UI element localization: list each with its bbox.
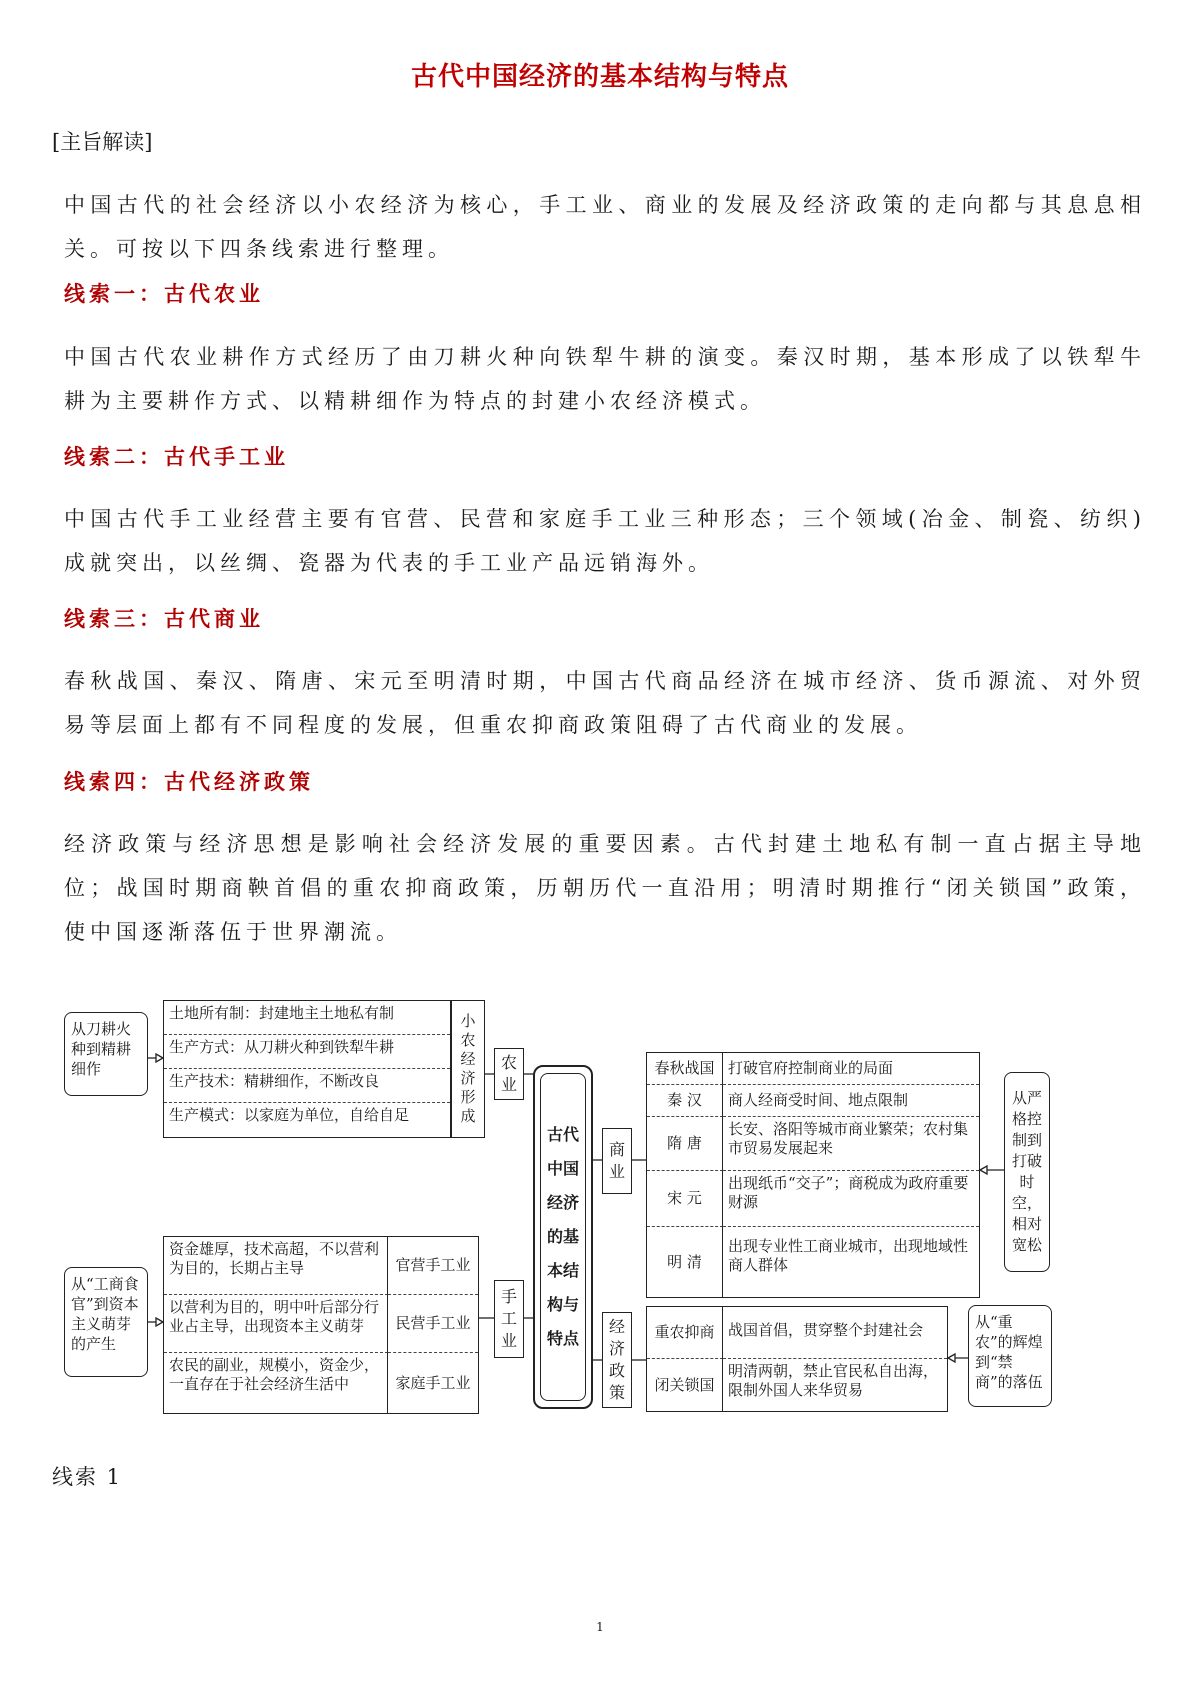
commerce-era: 隋 唐 <box>647 1117 723 1171</box>
commerce-era: 春秋战国 <box>647 1053 723 1085</box>
center-label: 古代中国经济的基本结构与特点 <box>546 1125 579 1348</box>
handicraft-label: 手工业 <box>500 1287 517 1350</box>
handicraft-side-note: 从“工商食官”到资本主义萌芽的产生 <box>64 1267 148 1377</box>
agriculture-row: 土地所有制：封建地主土地私有制 <box>164 1001 450 1035</box>
policy-desc: 明清两朝，禁止官民私自出海，限制外国人来华贸易 <box>728 1362 939 1399</box>
policy-label: 经济政策 <box>608 1317 625 1402</box>
commerce-era: 明 清 <box>647 1227 723 1297</box>
handicraft-desc: 资金雄厚，技术高超，不以营利为目的，长期占主导 <box>164 1237 388 1295</box>
clue-3-heading: 线索三：古代商业 <box>64 606 264 631</box>
policy-desc: 战国首倡，贯穿整个封建社会 <box>723 1307 947 1359</box>
guide-label: [主旨解读] <box>52 130 153 154</box>
commerce-desc: 打破官府控制商业的局面 <box>723 1053 979 1085</box>
commerce-era: 宋 元 <box>647 1171 723 1227</box>
clue-3-text: 春秋战国、秦汉、隋唐、宋元至明清时期，中国古代商品经济在城市经济、货币源流、对外贸易等层面上都有不同程度的发展，但重农抑商政策阻碍了古代商业的发展。 <box>64 669 1146 737</box>
commerce-side-text: 从严格控制到打破时空，相对宽松 <box>1011 1089 1042 1254</box>
commerce-desc: 长安、洛阳等城市商业繁荣；农村集市贸易发展起来 <box>723 1117 979 1171</box>
clue-1-text: 中国古代农业耕作方式经历了由刀耕火种向铁犁牛耕的演变。秦汉时期，基本形成了以铁犁牛耕为主要耕作方式、以精耕细作为特点的封建小农经济模式。 <box>64 345 1146 413</box>
clue-2-heading: 线索二：古代手工业 <box>64 444 289 469</box>
policy-side-note: 从“重农”的辉煌到“禁商”的落伍 <box>968 1305 1052 1407</box>
commerce-label: 商业 <box>608 1140 625 1181</box>
commerce-desc: 出现纸币“交子”；商税成为政府重要财源 <box>723 1171 979 1227</box>
footer-clue-label: 线索 1 <box>52 1465 123 1489</box>
commerce-desc: 出现专业性工商业城市，出现地域性商人群体 <box>728 1237 969 1274</box>
policy-name: 闭关锁国 <box>647 1359 723 1411</box>
handicraft-desc: 农民的副业，规模小，资金少，一直存在于社会经济生活中 <box>164 1353 388 1413</box>
page-title: 古代中国经济的基本结构与特点 <box>410 62 789 92</box>
page-number: 1 <box>596 1620 604 1634</box>
clue-4-heading: 线索四：古代经济政策 <box>64 769 314 794</box>
agriculture-row: 生产技术：精耕细作，不断改良 <box>164 1069 450 1103</box>
clue-1-heading: 线索一：古代农业 <box>64 281 264 306</box>
policy-name: 重农抑商 <box>647 1307 723 1359</box>
agriculture-label: 农业 <box>500 1053 517 1094</box>
commerce-era: 秦 汉 <box>647 1085 723 1117</box>
clue-4-text: 经济政策与经济思想是影响社会经济发展的重要因素。古代封建土地私有制一直占据主导地位；战国时期商鞅首倡的重农抑商政策，历朝历代一直沿用；明清时期推行“闭关锁国”政策，使中国逐渐落伍于世界潮流。 <box>64 832 1146 944</box>
agriculture-row: 生产方式：从刀耕火种到铁犁牛耕 <box>164 1035 450 1069</box>
handicraft-desc: 以营利为目的，明中叶后部分行业占主导，出现资本主义萌芽 <box>164 1295 388 1353</box>
handicraft-type: 官营手工业 <box>388 1237 478 1295</box>
commerce-desc: 商人经商受时间、地点限制 <box>723 1085 979 1117</box>
handicraft-type: 民营手工业 <box>388 1295 478 1353</box>
handicraft-type: 家庭手工业 <box>395 1373 471 1392</box>
intro-paragraph: 中国古代的社会经济以小农经济为核心，手工业、商业的发展及经济政策的走向都与其息息相关。可按以下四条线索进行整理。 <box>64 193 1146 261</box>
clue-2-text: 中国古代手工业经营主要有官营、民营和家庭手工业三种形态；三个领域(冶金、制瓷、纺织)成就突出，以丝绸、瓷器为代表的手工业产品远销海外。 <box>64 507 1146 575</box>
formation-label: 小农经济形成 <box>460 1012 476 1125</box>
agriculture-row: 生产模式：以家庭为单位，自给自足 <box>169 1106 410 1124</box>
agriculture-side-note: 从刀耕火种到精耕细作 <box>64 1012 148 1096</box>
